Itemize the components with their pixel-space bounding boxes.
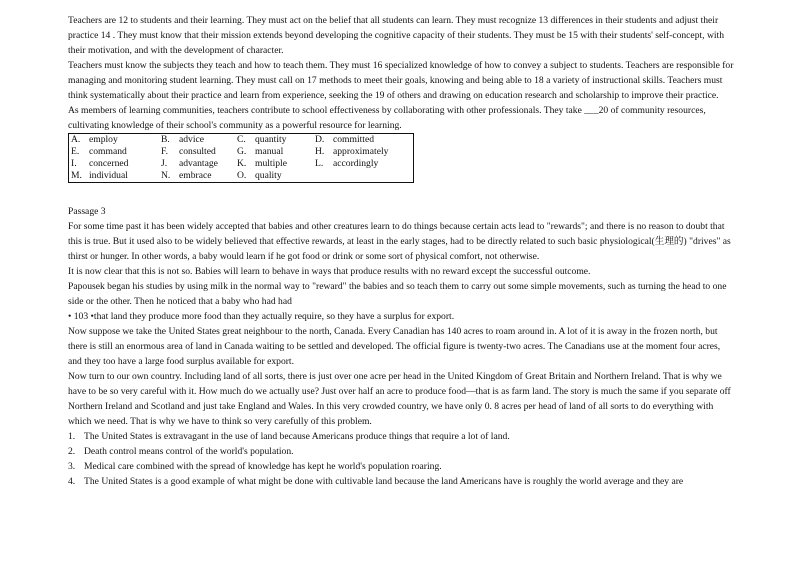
option-word: quality xyxy=(255,170,282,181)
option-word: quantity xyxy=(255,134,287,145)
option-letter: F. xyxy=(161,146,168,157)
question-text: Death control means control of the world's population. xyxy=(84,446,294,457)
option-letter: G. xyxy=(237,146,247,157)
option-letter: L. xyxy=(315,158,324,169)
option-letter: C. xyxy=(237,134,246,145)
word-bank-table xyxy=(68,133,414,183)
option-word: embrace xyxy=(179,170,212,181)
passage2-paragraph-2: Teachers must know the subjects they teach and how to teach them. They must 16 specialized knowledge of how to convey a subject to students. Teachers are responsible for managing and monitoring student learning. They must call on 17 methods to meet their goals, knowing and being able to 18 a variety of instructional skills. Teachers must think systematically about their practice and learn from experience, seeking the 19 of others and drawing on education research and scholarship to improve their practice. xyxy=(68,60,734,101)
option-letter: O. xyxy=(237,170,247,181)
passage3-paragraph-6: Now turn to our own country. Including land of all sorts, there is just over one acre per head in the United Kingdom of Great Britain and Northern Ireland. That is why we have to be so very careful with it. How much do we actually use? Just over half an acre to produce food—that is as farm land. The story is much the same if you separate off Northern Ireland and Scotland and just take England and Wales. In this very crowded country, we have only 0. 8 acres per head of land of all sorts to do everything with which we need. That is why we have to think so very carefully of this problem. xyxy=(68,371,731,427)
option-word: consulted xyxy=(179,146,216,157)
passage3-paragraph-3: Papousek began his studies by using milk in the normal way to "reward" the babies and so teach them to carry out some simple movements, such as turning the head to one side or the other. Then he noticed that a baby who had had xyxy=(68,281,727,307)
passage3-paragraph-1: For some time past it has been widely accepted that babies and other creatures learn to do things because certain acts lead to "rewards"; and there is no reason to doubt that this is true. But it used also to be widely believed that effective rewards, at least in the early stages, had to be directly related to such basic physiological(生理的) "drives" as thirst or hunger. In other words, a baby would learn if he got food or drink or some sort of physical comfort, not otherwise. xyxy=(68,221,731,262)
option-word: command xyxy=(89,146,127,157)
option-letter: J. xyxy=(161,158,168,169)
question-number: 4. xyxy=(68,476,76,487)
passage2-paragraph-3: As members of learning communities, teachers contribute to school effectiveness by collaborating with other professionals. They take ___20 of community resources, cultivating knowledge of their school's community as a powerful resource for learning. xyxy=(68,105,706,131)
option-word: multiple xyxy=(255,158,287,169)
option-word: accordingly xyxy=(333,158,379,169)
question-text: The United States is a good example of what might be done with cultivable land because the land Americans have is roughly the world average and they are xyxy=(84,476,684,487)
question-number: 2. xyxy=(68,446,76,457)
passage3-paragraph-4: • 103 •that land they produce more food than they actually require, so they have a surplus for export. xyxy=(68,311,455,322)
question-text: The United States is extravagant in the use of land because Americans produce things that require a lot of land. xyxy=(84,431,510,442)
option-word: individual xyxy=(89,170,128,181)
option-word xyxy=(331,170,414,183)
section-spacer xyxy=(68,183,736,204)
question-item xyxy=(68,444,736,459)
option-word: advantage xyxy=(179,158,218,169)
option-letter: B. xyxy=(161,134,170,145)
option-letter: I. xyxy=(71,158,77,169)
option-word: approximately xyxy=(333,146,389,157)
option-letter xyxy=(313,170,331,183)
word-bank-row xyxy=(69,134,414,147)
word-bank-row xyxy=(69,170,414,183)
question-item xyxy=(68,459,736,474)
passage3-paragraph-5: Now suppose we take the United States great neighbour to the north, Canada. Every Canadian has 140 acres to roam around in. A lot of it is away in the frozen north, but there is still an enormous area of land in Canada waiting to be settled and developed. The official figure is twenty-two acres. The Canadians use at the moment four acres, and they too have a large food surplus available for export. xyxy=(68,326,721,367)
word-bank-row xyxy=(69,158,414,170)
option-letter: A. xyxy=(71,134,81,145)
option-letter: M. xyxy=(71,170,82,181)
option-letter: N. xyxy=(161,170,171,181)
document-page xyxy=(68,13,736,489)
option-word: manual xyxy=(255,146,284,157)
word-bank-row xyxy=(69,146,414,158)
passage3-heading: Passage 3 xyxy=(68,206,106,217)
question-number: 1. xyxy=(68,431,76,442)
passage3-paragraph-2: It is now clear that this is not so. Babies will learn to behave in ways that produce results with no reward except the successful outcome. xyxy=(68,266,591,277)
option-letter: K. xyxy=(237,158,247,169)
option-letter: H. xyxy=(315,146,325,157)
option-word: advice xyxy=(179,134,205,145)
question-number: 3. xyxy=(68,461,76,472)
option-word: employ xyxy=(89,134,118,145)
question-text: Medical care combined with the spread of knowledge has kept he world's population roaring. xyxy=(84,461,442,472)
passage2-paragraph-1: Teachers are 12 to students and their learning. They must act on the belief that all students can learn. They must recognize 13 differences in their students and adjust their practice 14 . They must know that their mission extends beyond developing the cognitive capacity of their students. They must be 15 with their students' self-concept, with their motivation, and with the development of character. xyxy=(68,15,725,56)
question-item xyxy=(68,474,736,489)
option-word: committed xyxy=(333,134,375,145)
question-item xyxy=(68,429,736,444)
option-letter: D. xyxy=(315,134,325,145)
option-word: concerned xyxy=(89,158,129,169)
option-letter: E. xyxy=(71,146,80,157)
